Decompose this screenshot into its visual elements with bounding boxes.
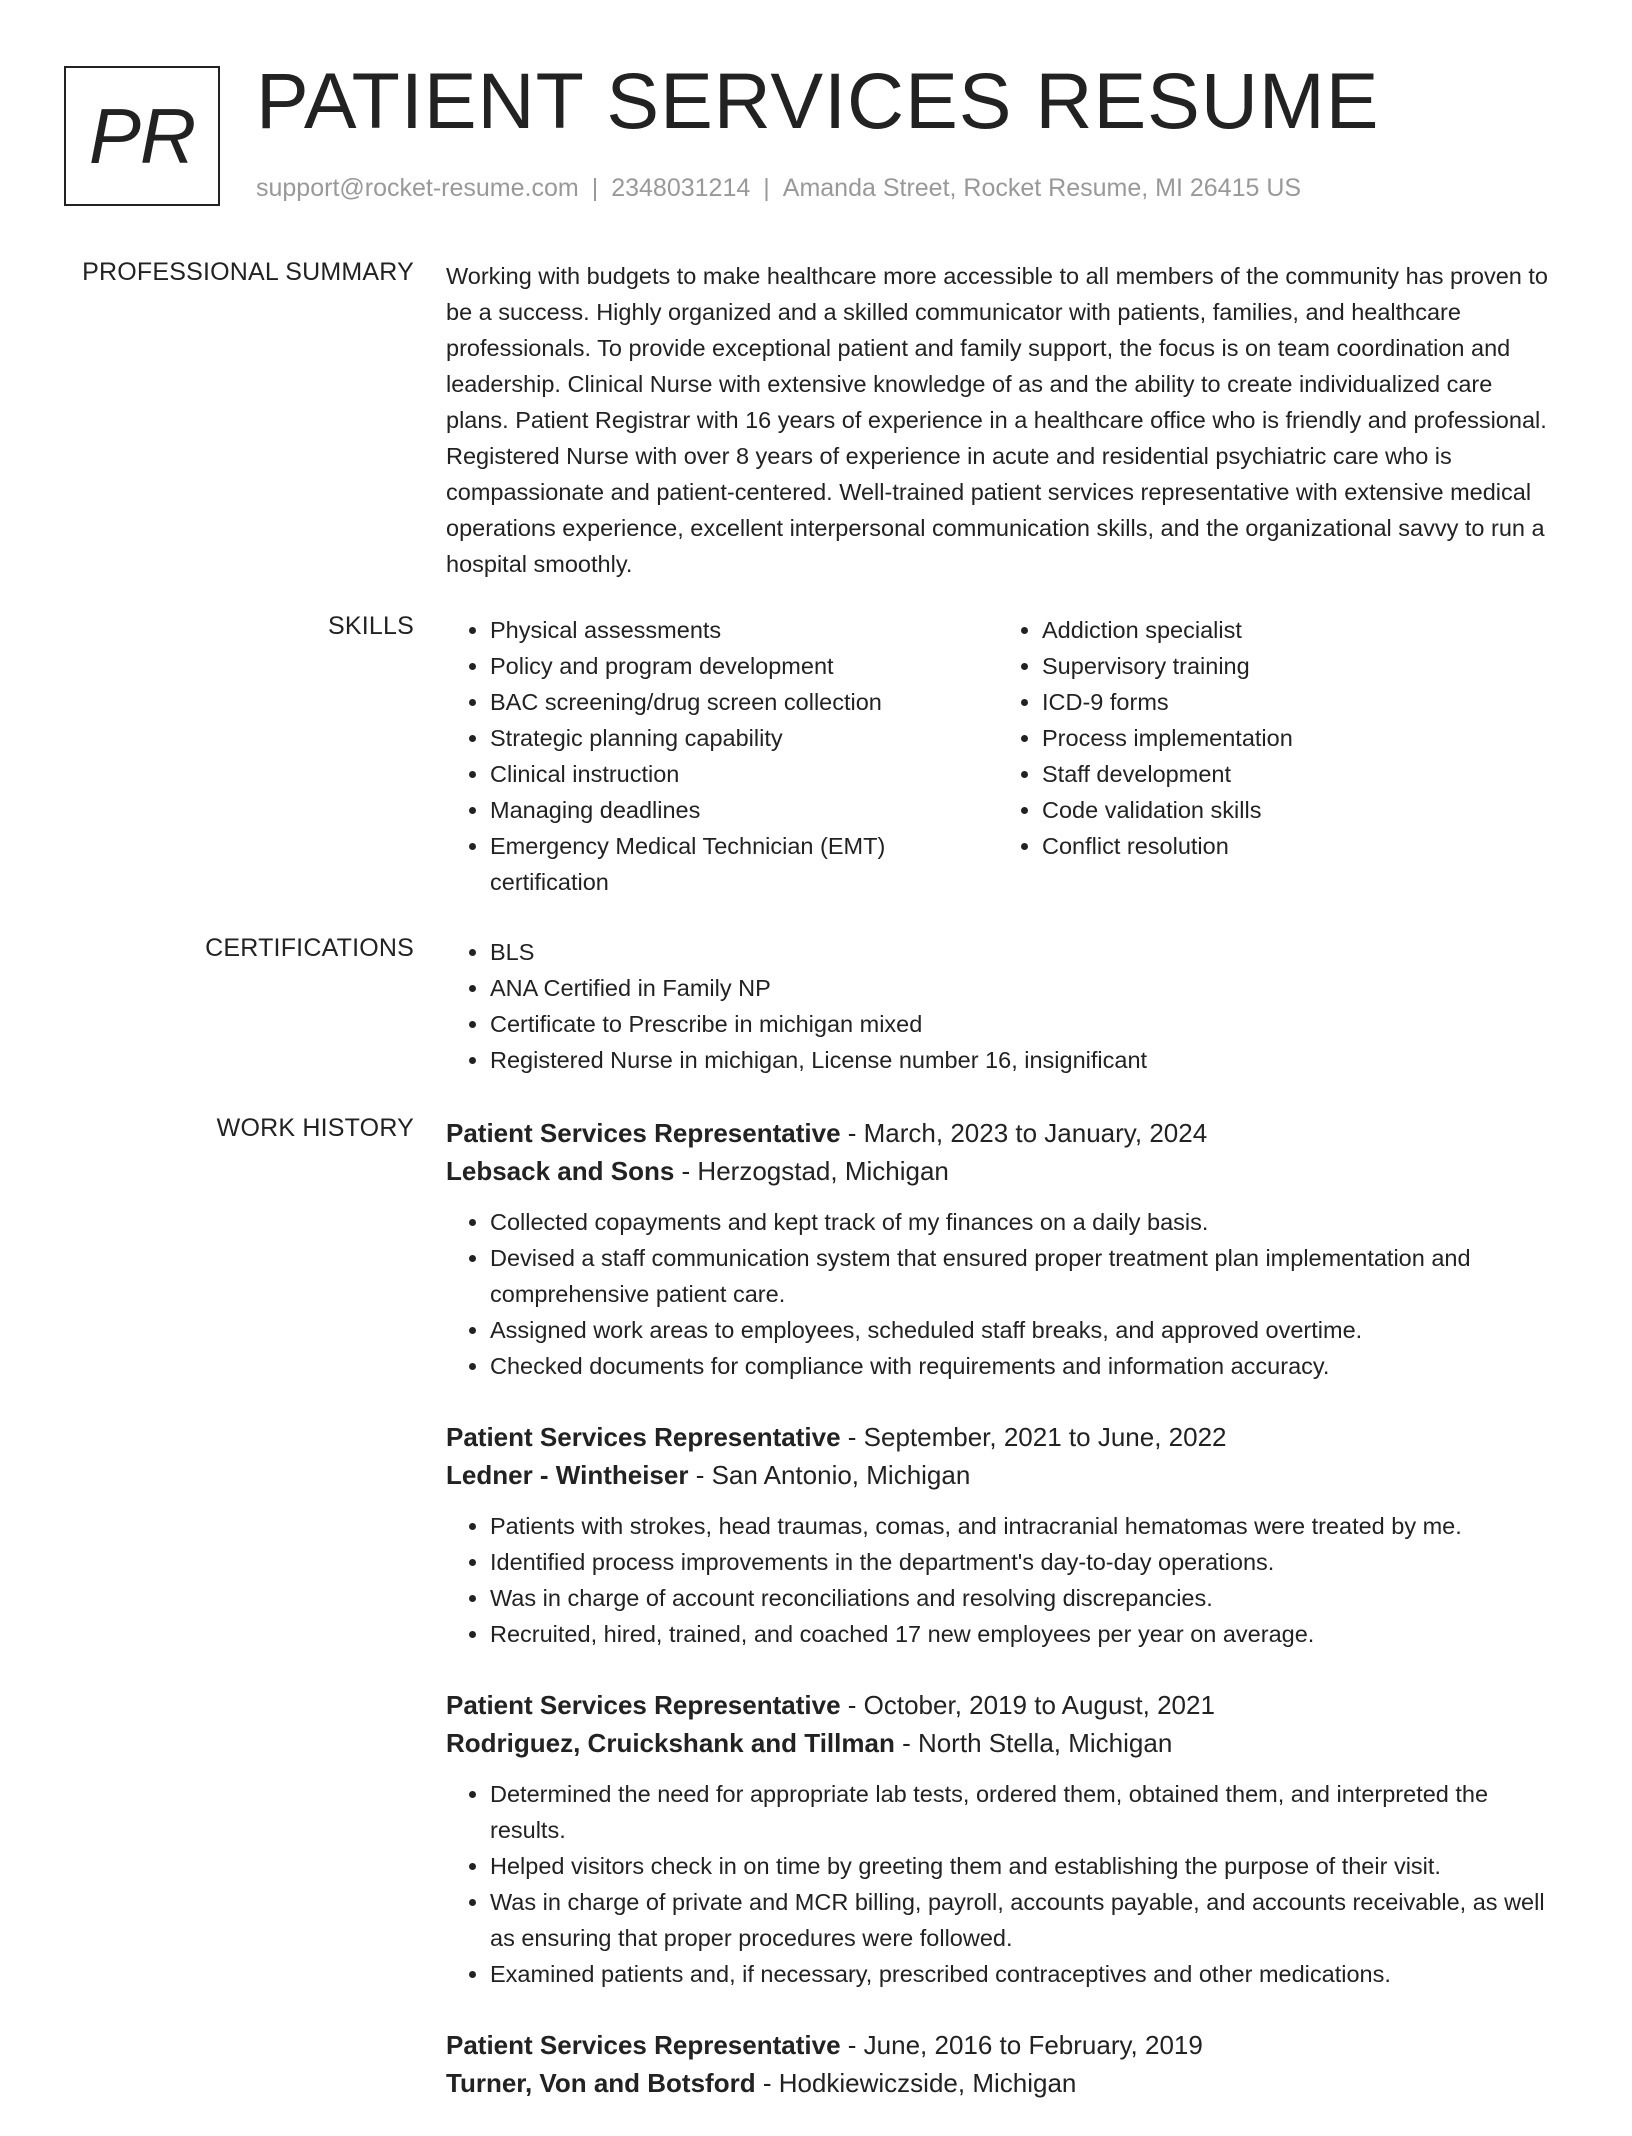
job-title: Patient Services Representative <box>446 1422 841 1452</box>
company-name: Rodriguez, Cruickshank and Tillman <box>446 1728 895 1758</box>
job-dates: - October, 2019 to August, 2021 <box>840 1690 1215 1720</box>
skill-item: • Managing deadlines <box>490 792 998 828</box>
job-employer <box>446 1456 1550 1494</box>
certification-item: • Certificate to Prescribe in michigan mixed <box>490 1006 1550 1042</box>
job-bullets <box>446 1204 1550 1384</box>
job-location: - Hodkiewiczside, Michigan <box>755 2068 1077 2098</box>
job-bullet: • Collected copayments and kept track of my finances on a daily basis. <box>490 1204 1550 1240</box>
certifications-list <box>446 934 1550 1078</box>
job-heading <box>446 1418 1550 1456</box>
job-dates: - March, 2023 to January, 2024 <box>840 1118 1208 1148</box>
job-location: - San Antonio, Michigan <box>688 1460 971 1490</box>
skill-item: • Policy and program development <box>490 648 998 684</box>
job-bullet: • Determined the need for appropriate lab tests, ordered them, obtained them, and interpreted the results. <box>490 1776 1550 1848</box>
company-name: Lebsack and Sons <box>446 1156 675 1186</box>
section-label-summary: PROFESSIONAL SUMMARY <box>82 258 414 286</box>
company-name: Ledner - Wintheiser <box>446 1460 689 1490</box>
page-title: PATIENT SERVICES RESUME <box>256 56 1380 145</box>
contact-separator: | <box>591 174 599 202</box>
job-bullets <box>446 1508 1550 1652</box>
section-label-skills: SKILLS <box>328 612 414 640</box>
job-employer <box>446 1152 1550 1190</box>
certification-item: • Registered Nurse in michigan, License number 16, insignificant <box>490 1042 1550 1078</box>
skill-item: • Clinical instruction <box>490 756 998 792</box>
work-history-list <box>446 1114 1550 2136</box>
job-heading <box>446 1686 1550 1724</box>
address: Amanda Street, Rocket Resume, MI 26415 US <box>782 174 1302 202</box>
email-link[interactable]: support@rocket-resume.com <box>256 174 579 202</box>
job-bullet: • Devised a staff communication system that ensured proper treatment plan implementation and comprehensive patient care. <box>490 1240 1550 1312</box>
skill-item: • BAC screening/drug screen collection <box>490 684 998 720</box>
job-employer <box>446 2064 1550 2102</box>
certification-item: • ANA Certified in Family NP <box>490 970 1550 1006</box>
job-entry <box>446 2026 1550 2102</box>
job-bullet: • Assigned work areas to employees, scheduled staff breaks, and approved overtime. <box>490 1312 1550 1348</box>
job-dates: - June, 2016 to February, 2019 <box>840 2030 1203 2060</box>
job-title: Patient Services Representative <box>446 1118 841 1148</box>
job-employer <box>446 1724 1550 1762</box>
job-heading <box>446 2026 1550 2064</box>
job-bullet: • Recruited, hired, trained, and coached 17 new employees per year on average. <box>490 1616 1550 1652</box>
job-bullet: • Examined patients and, if necessary, prescribed contraceptives and other medications. <box>490 1956 1550 1992</box>
skill-item: • Strategic planning capability <box>490 720 998 756</box>
job-location: - Herzogstad, Michigan <box>674 1156 949 1186</box>
job-entry <box>446 1418 1550 1652</box>
job-location: - North Stella, Michigan <box>894 1728 1173 1758</box>
job-heading <box>446 1114 1550 1152</box>
skill-item: • ICD-9 forms <box>1042 684 1550 720</box>
skills-list <box>446 612 1550 900</box>
skill-item: • Process implementation <box>1042 720 1550 756</box>
skill-item: • Emergency Medical Technician (EMT) certification <box>490 828 998 900</box>
job-bullet: • Patients with strokes, head traumas, comas, and intracranial hematomas were treated by me. <box>490 1508 1550 1544</box>
job-title: Patient Services Representative <box>446 1690 841 1720</box>
monogram-logo: PR <box>64 66 220 206</box>
job-bullet: • Was in charge of private and MCR billing, payroll, accounts payable, and accounts receivable, as well as ensuring that proper procedures were followed. <box>490 1884 1550 1956</box>
skill-item: • Physical assessments <box>490 612 998 648</box>
company-name: Turner, Von and Botsford <box>446 2068 756 2098</box>
job-entry <box>446 1686 1550 1992</box>
section-label-work-history: WORK HISTORY <box>216 1114 414 1142</box>
phone-number[interactable]: 2348031214 <box>611 174 751 202</box>
job-entry <box>446 1114 1550 1384</box>
job-bullet: • Was in charge of account reconciliations and resolving discrepancies. <box>490 1580 1550 1616</box>
section-label-certifications: CERTIFICATIONS <box>205 934 414 962</box>
skill-item: • Supervisory training <box>1042 648 1550 684</box>
job-title: Patient Services Representative <box>446 2030 841 2060</box>
contact-separator: | <box>763 174 770 202</box>
summary-text: Working with budgets to make healthcare more accessible to all members of the community has proven to be a success. Highly organized and a skilled communicator with patients, families, and healthcare professionals. To provide exceptional patient and family support, the focus is on team coordination and leadership. Clinical Nurse with extensive knowledge of as and the ability to create individualized care plans. Patient Registrar with 16 years of experience in a healthcare office who is friendly and professional. Registered Nurse with over 8 years of experience in acute and residential psychiatric care who is compassionate and patient-centered. Well-trained patient services representative with extensive medical operations experience, excellent interpersonal communication skills, and the organizational savvy to run a hospital smoothly. <box>446 263 1548 577</box>
skills-column-right <box>998 612 1550 900</box>
skills-column-left <box>446 612 998 900</box>
contact-line <box>256 174 1301 203</box>
job-bullet: • Helped visitors check in on time by greeting them and establishing the purpose of their visit. <box>490 1848 1550 1884</box>
skill-item: • Staff development <box>1042 756 1550 792</box>
skill-item: • Conflict resolution <box>1042 828 1550 864</box>
job-bullet: • Identified process improvements in the department's day-to-day operations. <box>490 1544 1550 1580</box>
job-dates: - September, 2021 to June, 2022 <box>840 1422 1227 1452</box>
skill-item: • Addiction specialist <box>1042 612 1550 648</box>
certification-item: • BLS <box>490 934 1550 970</box>
job-bullets <box>446 1776 1550 1992</box>
job-bullet: • Checked documents for compliance with requirements and information accuracy. <box>490 1348 1550 1384</box>
skill-item: • Code validation skills <box>1042 792 1550 828</box>
